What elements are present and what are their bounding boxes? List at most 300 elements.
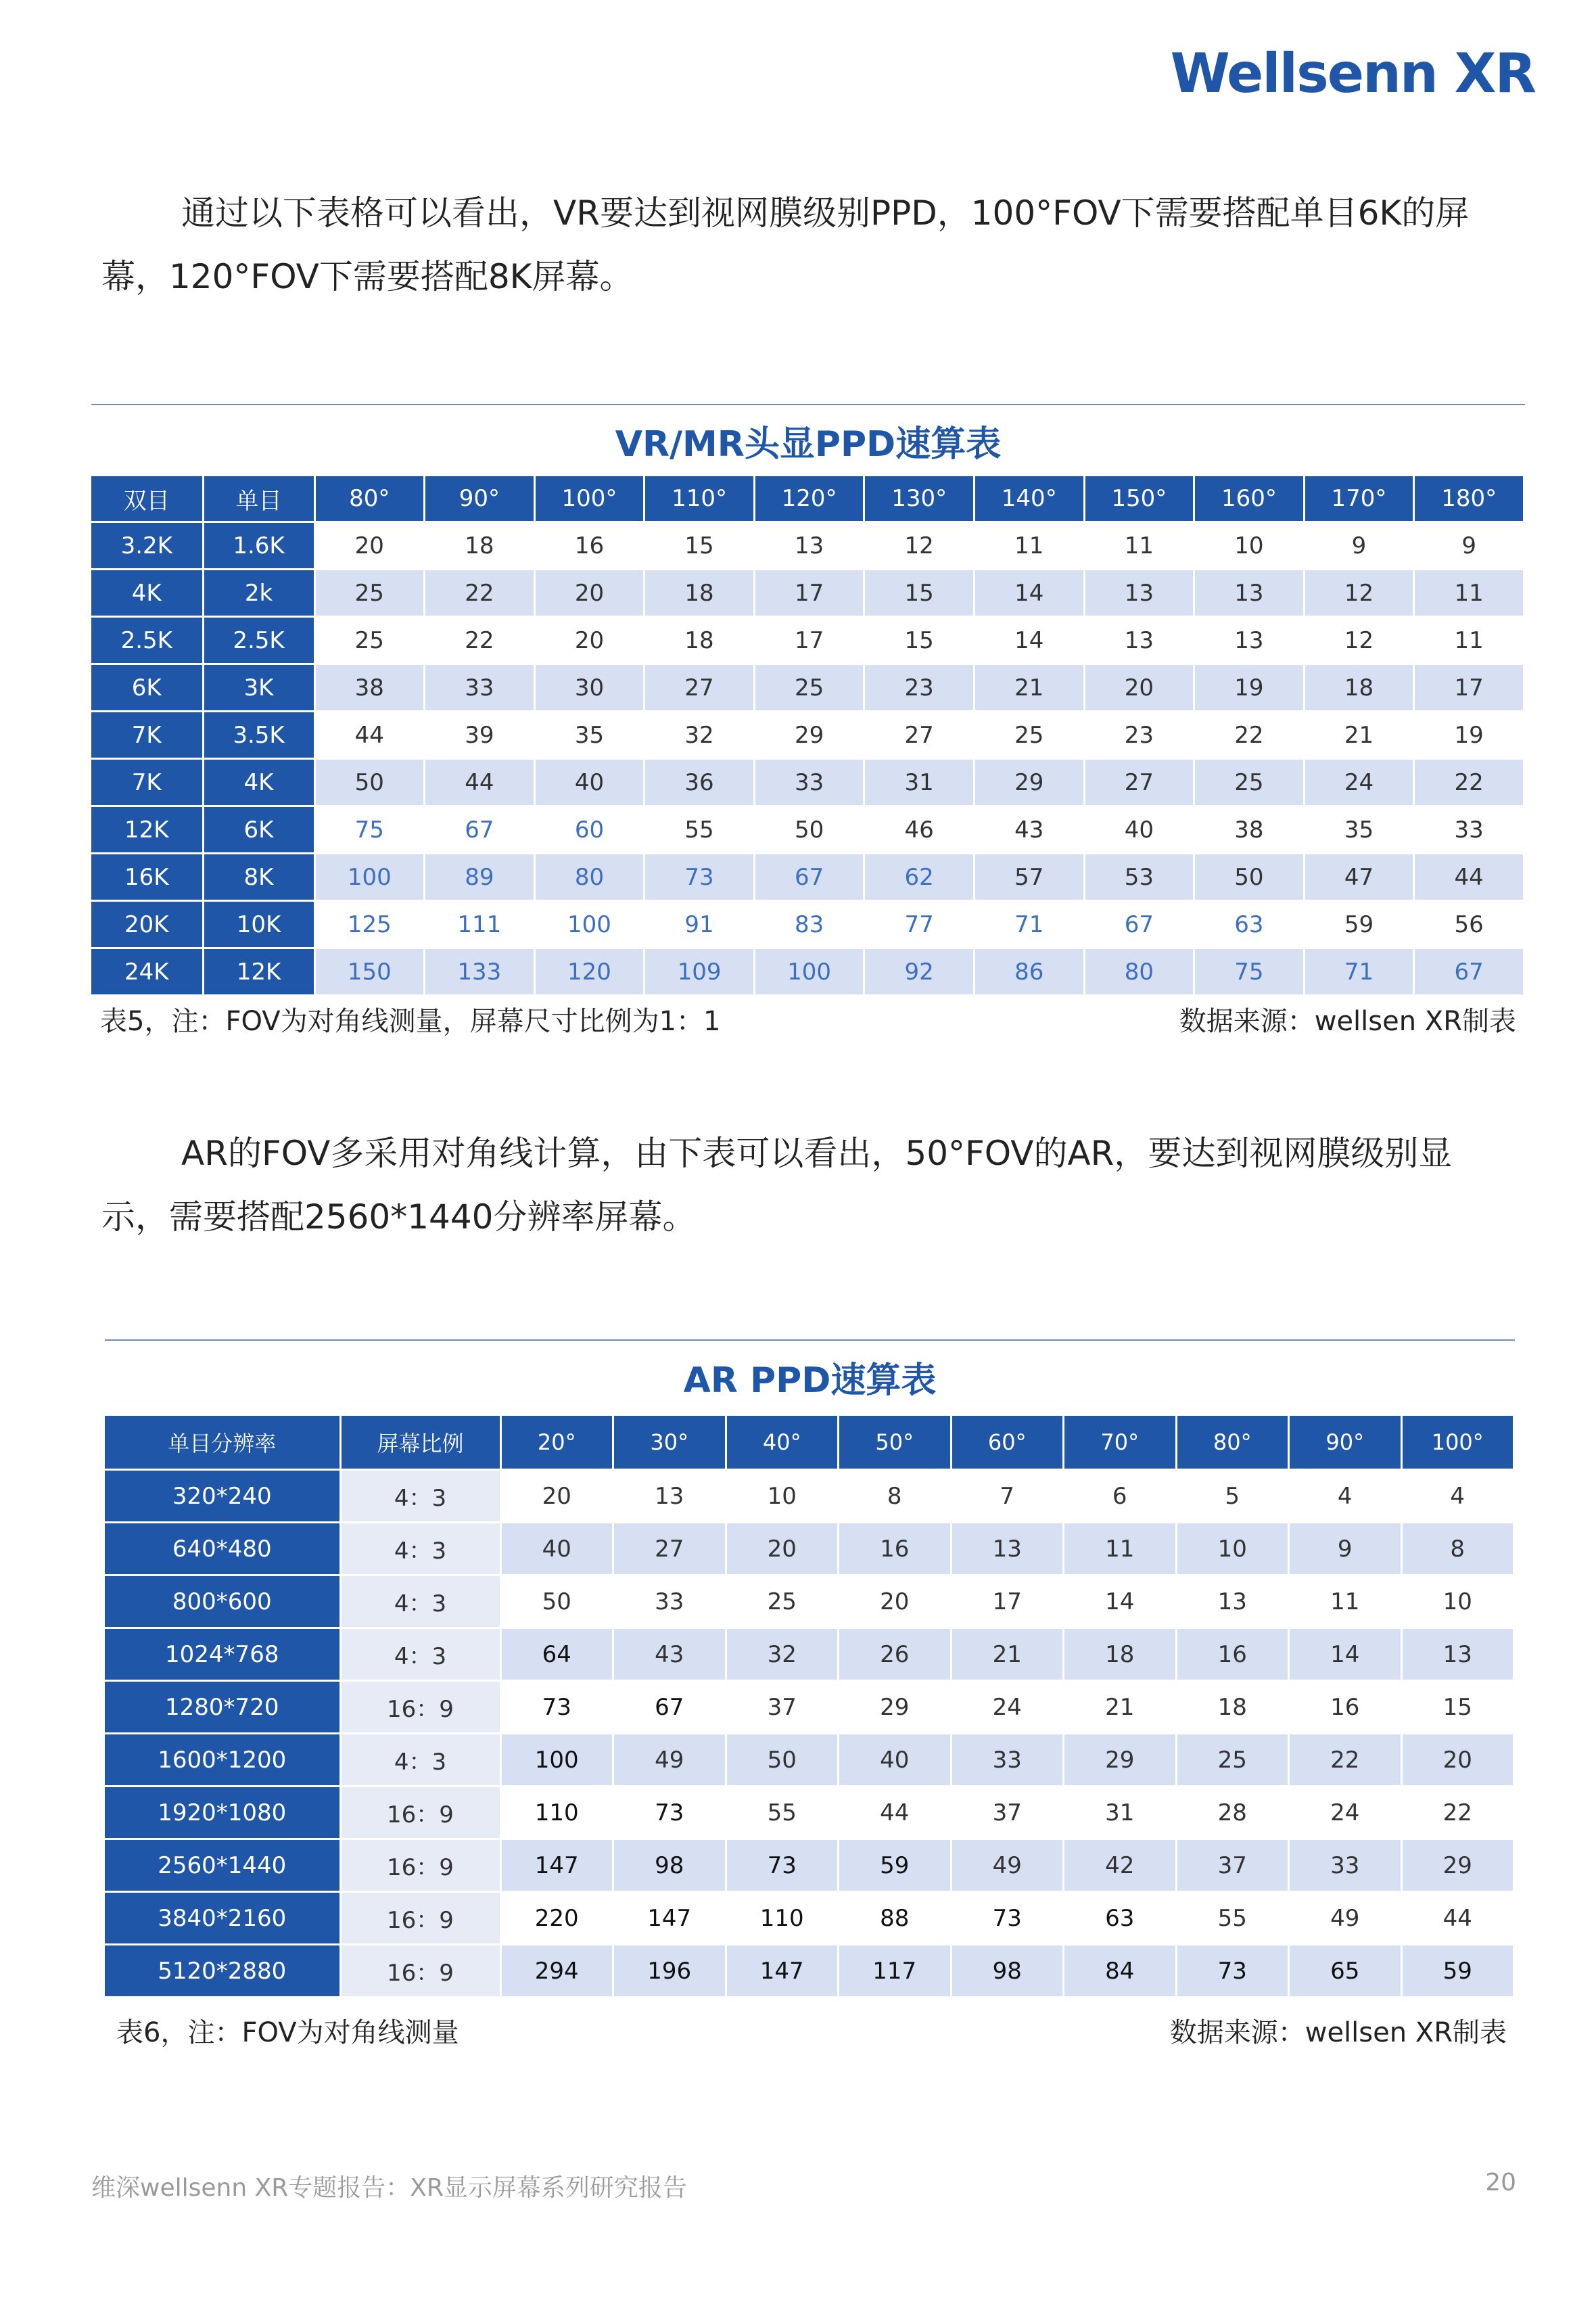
vr-table-row (91, 712, 1524, 759)
vr-ppd-cell: 9 (1414, 522, 1524, 570)
vr-ppd-cell: 55 (644, 806, 755, 854)
vr-ppd-cell: 11 (974, 522, 1084, 570)
vr-ppd-cell: 27 (1084, 759, 1194, 806)
vr-mono-cell: 4K (203, 759, 314, 806)
ar-header-cell: 100° (1401, 1416, 1514, 1470)
vr-ppd-cell: 29 (754, 712, 864, 759)
vr-ppd-cell: 15 (644, 522, 755, 570)
ar-header-cell: 70° (1064, 1416, 1177, 1470)
table6-source: 数据来源：wellsen XR制表 (1169, 2017, 1507, 2048)
ar-ratio-cell: 16：9 (340, 1839, 500, 1892)
ar-header-cell: 20° (500, 1416, 613, 1470)
vr-ppd-cell: 75 (314, 806, 425, 854)
vr-binocular-cell: 3.2K (91, 522, 203, 570)
vr-header-cell: 140° (974, 476, 1084, 522)
ar-resolution-cell: 320*240 (105, 1470, 340, 1523)
ar-ppd-cell: 4 (1289, 1470, 1402, 1523)
ar-ppd-cell: 9 (1289, 1523, 1402, 1575)
vr-ppd-cell: 19 (1194, 664, 1305, 712)
vr-ppd-cell: 12 (1304, 617, 1414, 664)
vr-header-cell: 单目 (203, 476, 314, 522)
vr-table-row (91, 617, 1524, 664)
ar-ppd-cell: 16 (1176, 1628, 1289, 1681)
vr-header-cell: 100° (534, 476, 644, 522)
vr-ppd-cell: 25 (974, 712, 1084, 759)
vr-ppd-cell: 18 (644, 617, 755, 664)
ar-ppd-cell: 20 (1401, 1734, 1514, 1787)
vr-ppd-cell: 27 (644, 664, 755, 712)
vr-ppd-cell: 91 (644, 901, 755, 948)
vr-ppd-cell: 40 (534, 759, 644, 806)
vr-ppd-cell: 25 (314, 570, 425, 617)
vr-table-row (91, 901, 1524, 948)
vr-ppd-cell: 11 (1414, 570, 1524, 617)
ar-ppd-cell: 88 (839, 1892, 952, 1945)
ar-ratio-cell: 4：3 (340, 1628, 500, 1681)
ar-ppd-cell: 22 (1401, 1787, 1514, 1839)
ar-ppd-cell: 196 (613, 1945, 726, 1998)
vr-ppd-cell: 13 (754, 522, 864, 570)
vr-ppd-cell: 44 (1414, 854, 1524, 901)
ar-ppd-cell: 59 (1401, 1945, 1514, 1998)
vr-ppd-cell: 19 (1414, 712, 1524, 759)
ar-resolution-cell: 1920*1080 (105, 1787, 340, 1839)
vr-ppd-cell: 22 (425, 570, 535, 617)
vr-ppd-cell: 17 (1414, 664, 1524, 712)
vr-ppd-cell: 63 (1194, 901, 1305, 948)
ar-ppd-cell: 63 (1064, 1892, 1177, 1945)
vr-ppd-cell: 60 (534, 806, 644, 854)
ar-ppd-cell: 37 (951, 1787, 1064, 1839)
ar-ppd-cell: 110 (500, 1787, 613, 1839)
vr-ppd-cell: 18 (425, 522, 535, 570)
ar-ratio-cell: 4：3 (340, 1470, 500, 1523)
vr-header-cell: 80° (314, 476, 425, 522)
ar-resolution-cell: 3840*2160 (105, 1892, 340, 1945)
ar-ppd-cell: 28 (1176, 1787, 1289, 1839)
vr-ppd-cell: 111 (425, 901, 535, 948)
vr-ppd-cell: 17 (754, 570, 864, 617)
vr-ppd-cell: 53 (1084, 854, 1194, 901)
vr-binocular-cell: 7K (91, 712, 203, 759)
vr-ppd-cell: 86 (974, 948, 1084, 996)
ar-ppd-cell: 29 (839, 1681, 952, 1734)
ar-ppd-cell: 147 (500, 1839, 613, 1892)
vr-ppd-cell: 43 (974, 806, 1084, 854)
table5-source: 数据来源：wellsen XR制表 (1179, 1006, 1516, 1037)
ar-ppd-cell: 24 (1289, 1787, 1402, 1839)
ar-resolution-cell: 640*480 (105, 1523, 340, 1575)
vr-ppd-cell: 27 (864, 712, 975, 759)
vr-ppd-cell: 13 (1084, 570, 1194, 617)
vr-ppd-cell: 21 (974, 664, 1084, 712)
ar-ppd-cell: 59 (839, 1839, 952, 1892)
table6-note: 表6，注：FOV为对角线测量 (116, 2017, 459, 2048)
vr-ppd-cell: 15 (864, 617, 975, 664)
ar-ppd-cell: 10 (1401, 1575, 1514, 1628)
ar-ppd-cell: 20 (839, 1575, 952, 1628)
ar-resolution-cell: 1280*720 (105, 1681, 340, 1734)
vr-table-row (91, 854, 1524, 901)
ar-table-row (105, 1787, 1514, 1839)
vr-ppd-cell: 120 (534, 948, 644, 996)
vr-ppd-cell: 15 (864, 570, 975, 617)
vr-ppd-cell: 71 (974, 901, 1084, 948)
ar-ppd-cell: 33 (1289, 1839, 1402, 1892)
vr-ppd-cell: 18 (1304, 664, 1414, 712)
vr-ppd-cell: 50 (754, 806, 864, 854)
vr-ppd-cell: 22 (1414, 759, 1524, 806)
vr-table-row (91, 570, 1524, 617)
vr-ppd-cell: 83 (754, 901, 864, 948)
vr-table-row (91, 948, 1524, 996)
vr-ppd-cell: 73 (644, 854, 755, 901)
ar-ppd-cell: 84 (1064, 1945, 1177, 1998)
ar-header-cell: 60° (951, 1416, 1064, 1470)
ar-ppd-cell: 21 (951, 1628, 1064, 1681)
vr-ppd-cell: 56 (1414, 901, 1524, 948)
ar-ppd-cell: 33 (613, 1575, 726, 1628)
intro-paragraph-ar: AR的FOV多采用对角线计算，由下表可以看出，50°FOV的AR，要达到视网膜级别显示，需要搭配2560*1440分辨率屏幕。 (101, 1134, 1453, 1237)
ar-ppd-cell: 220 (500, 1892, 613, 1945)
ar-ppd-cell: 29 (1064, 1734, 1177, 1787)
ar-ppd-cell: 18 (1176, 1681, 1289, 1734)
ar-header-cell: 40° (726, 1416, 839, 1470)
vr-ppd-cell: 20 (314, 522, 425, 570)
vr-ppd-cell: 36 (644, 759, 755, 806)
ar-ppd-cell: 11 (1064, 1523, 1177, 1575)
vr-mono-cell: 2k (203, 570, 314, 617)
ar-ppd-cell: 14 (1064, 1575, 1177, 1628)
vr-header-cell: 110° (644, 476, 755, 522)
vr-ppd-cell: 30 (534, 664, 644, 712)
vr-ppd-cell: 38 (1194, 806, 1305, 854)
ar-ppd-cell: 64 (500, 1628, 613, 1681)
vr-ppd-cell: 38 (314, 664, 425, 712)
vr-ppd-table (91, 476, 1525, 996)
vr-ppd-cell: 80 (534, 854, 644, 901)
vr-ppd-cell: 50 (1194, 854, 1305, 901)
ar-ppd-cell: 15 (1401, 1681, 1514, 1734)
ar-ppd-cell: 73 (613, 1787, 726, 1839)
ar-table-row (105, 1945, 1514, 1998)
vr-ppd-cell: 89 (425, 854, 535, 901)
vr-ppd-cell: 133 (425, 948, 535, 996)
table6-top-rule (105, 1339, 1515, 1341)
ar-header-cell: 90° (1289, 1416, 1402, 1470)
ar-header-cell: 30° (613, 1416, 726, 1470)
vr-ppd-cell: 20 (1084, 664, 1194, 712)
ar-ppd-cell: 49 (613, 1734, 726, 1787)
vr-ppd-cell: 100 (314, 854, 425, 901)
ar-ppd-cell: 32 (726, 1628, 839, 1681)
vr-ppd-cell: 25 (754, 664, 864, 712)
vr-mono-cell: 8K (203, 854, 314, 901)
ar-ppd-cell: 22 (1289, 1734, 1402, 1787)
vr-ppd-cell: 22 (1194, 712, 1305, 759)
ar-ppd-cell: 117 (839, 1945, 952, 1998)
vr-ppd-cell: 13 (1084, 617, 1194, 664)
ar-ppd-cell: 16 (839, 1523, 952, 1575)
ar-resolution-cell: 1600*1200 (105, 1734, 340, 1787)
ar-ppd-cell: 5 (1176, 1470, 1289, 1523)
vr-ppd-cell: 14 (974, 570, 1084, 617)
ar-resolution-cell: 800*600 (105, 1575, 340, 1628)
vr-ppd-cell: 44 (425, 759, 535, 806)
vr-ppd-cell: 33 (425, 664, 535, 712)
ar-ppd-cell: 73 (951, 1892, 1064, 1945)
vr-ppd-cell: 62 (864, 854, 975, 901)
ar-ppd-cell: 10 (1176, 1523, 1289, 1575)
ar-ratio-cell: 16：9 (340, 1945, 500, 1998)
ar-ppd-cell: 27 (613, 1523, 726, 1575)
vr-table-row (91, 664, 1524, 712)
vr-ppd-cell: 21 (1304, 712, 1414, 759)
vr-ppd-cell: 20 (534, 617, 644, 664)
vr-ppd-cell: 13 (1194, 617, 1305, 664)
intro-paragraph-vr: 通过以下表格可以看出，VR要达到视网膜级别PPD，100°FOV下需要搭配单目6K的屏幕，120°FOV下需要搭配8K屏幕。 (101, 193, 1470, 296)
vr-ppd-cell: 67 (1414, 948, 1524, 996)
ar-table-header-row (105, 1416, 1514, 1470)
wellsenn-xr-logo: Wellsenn XR (1170, 42, 1535, 105)
vr-header-cell: 170° (1304, 476, 1414, 522)
ar-ppd-cell: 100 (500, 1734, 613, 1787)
ar-ppd-cell: 55 (1176, 1892, 1289, 1945)
ar-ppd-cell: 13 (951, 1523, 1064, 1575)
vr-mono-cell: 3K (203, 664, 314, 712)
table5-title: VR/MR头显PPD速算表 (615, 424, 1002, 465)
vr-ppd-cell: 50 (314, 759, 425, 806)
ar-ppd-cell: 42 (1064, 1839, 1177, 1892)
vr-ppd-cell: 31 (864, 759, 975, 806)
ar-table-row (105, 1734, 1514, 1787)
vr-ppd-cell: 67 (1084, 901, 1194, 948)
page-number: 20 (1485, 2169, 1516, 2196)
ar-header-cell: 屏幕比例 (340, 1416, 500, 1470)
ar-ppd-cell: 18 (1064, 1628, 1177, 1681)
table6-title: AR PPD速算表 (683, 1360, 937, 1401)
vr-ppd-cell: 39 (425, 712, 535, 759)
vr-ppd-cell: 11 (1084, 522, 1194, 570)
ar-ratio-cell: 4：3 (340, 1734, 500, 1787)
ar-ppd-cell: 73 (500, 1681, 613, 1734)
ar-ppd-cell: 21 (1064, 1681, 1177, 1734)
ar-header-cell: 80° (1176, 1416, 1289, 1470)
ar-ppd-cell: 4 (1401, 1470, 1514, 1523)
vr-header-cell: 180° (1414, 476, 1524, 522)
vr-ppd-cell: 59 (1304, 901, 1414, 948)
vr-ppd-cell: 23 (1084, 712, 1194, 759)
ar-ppd-cell: 50 (500, 1575, 613, 1628)
vr-ppd-cell: 67 (425, 806, 535, 854)
vr-mono-cell: 6K (203, 806, 314, 854)
ar-ratio-cell: 4：3 (340, 1575, 500, 1628)
vr-ppd-cell: 25 (314, 617, 425, 664)
vr-mono-cell: 10K (203, 901, 314, 948)
ar-resolution-cell: 1024*768 (105, 1628, 340, 1681)
ar-ppd-cell: 33 (951, 1734, 1064, 1787)
vr-ppd-cell: 46 (864, 806, 975, 854)
vr-ppd-cell: 125 (314, 901, 425, 948)
vr-header-cell: 双目 (91, 476, 203, 522)
ar-ppd-cell: 98 (951, 1945, 1064, 1998)
ar-ppd-cell: 73 (1176, 1945, 1289, 1998)
ar-ratio-cell: 16：9 (340, 1892, 500, 1945)
vr-binocular-cell: 4K (91, 570, 203, 617)
vr-binocular-cell: 12K (91, 806, 203, 854)
vr-ppd-cell: 12 (1304, 570, 1414, 617)
vr-binocular-cell: 20K (91, 901, 203, 948)
footer-report-title: 维深wellsenn XR专题报告：XR显示屏幕系列研究报告 (91, 2174, 687, 2202)
vr-ppd-cell: 44 (314, 712, 425, 759)
vr-ppd-cell: 12 (864, 522, 975, 570)
ar-resolution-cell: 2560*1440 (105, 1839, 340, 1892)
ar-ppd-cell: 7 (951, 1470, 1064, 1523)
ar-ppd-cell: 147 (726, 1945, 839, 1998)
ar-ppd-cell: 29 (1401, 1839, 1514, 1892)
vr-ppd-cell: 100 (754, 948, 864, 996)
ar-ppd-cell: 25 (726, 1575, 839, 1628)
vr-table-header-row (91, 476, 1524, 522)
vr-table-row (91, 759, 1524, 806)
ar-header-cell: 50° (839, 1416, 952, 1470)
ar-ppd-cell: 6 (1064, 1470, 1177, 1523)
ar-ppd-cell: 40 (500, 1523, 613, 1575)
ar-ppd-cell: 25 (1176, 1734, 1289, 1787)
ar-ppd-cell: 147 (613, 1892, 726, 1945)
vr-ppd-cell: 35 (1304, 806, 1414, 854)
vr-ppd-cell: 14 (974, 617, 1084, 664)
vr-table-row (91, 806, 1524, 854)
ar-resolution-cell: 5120*2880 (105, 1945, 340, 1998)
ar-table-row (105, 1470, 1514, 1523)
ar-ppd-cell: 10 (726, 1470, 839, 1523)
vr-ppd-cell: 40 (1084, 806, 1194, 854)
vr-ppd-cell: 57 (974, 854, 1084, 901)
vr-ppd-cell: 32 (644, 712, 755, 759)
ar-ppd-cell: 37 (726, 1681, 839, 1734)
ar-ppd-cell: 44 (839, 1787, 952, 1839)
ar-ppd-cell: 40 (839, 1734, 952, 1787)
ar-ppd-cell: 20 (500, 1470, 613, 1523)
ar-ppd-cell: 65 (1289, 1945, 1402, 1998)
ar-table-row (105, 1523, 1514, 1575)
vr-ppd-cell: 17 (754, 617, 864, 664)
vr-ppd-cell: 92 (864, 948, 975, 996)
ar-ppd-cell: 24 (951, 1681, 1064, 1734)
ar-ppd-cell: 73 (726, 1839, 839, 1892)
vr-ppd-cell: 25 (1194, 759, 1305, 806)
vr-binocular-cell: 24K (91, 948, 203, 996)
ar-ppd-cell: 26 (839, 1628, 952, 1681)
vr-ppd-cell: 33 (754, 759, 864, 806)
vr-binocular-cell: 2.5K (91, 617, 203, 664)
ar-ppd-cell: 20 (726, 1523, 839, 1575)
vr-ppd-cell: 24 (1304, 759, 1414, 806)
vr-ppd-cell: 47 (1304, 854, 1414, 901)
ar-ppd-cell: 13 (1401, 1628, 1514, 1681)
vr-ppd-cell: 109 (644, 948, 755, 996)
ar-ppd-cell: 49 (951, 1839, 1064, 1892)
vr-ppd-cell: 67 (754, 854, 864, 901)
vr-mono-cell: 2.5K (203, 617, 314, 664)
vr-ppd-cell: 100 (534, 901, 644, 948)
ar-ppd-cell: 55 (726, 1787, 839, 1839)
ar-ppd-cell: 8 (1401, 1523, 1514, 1575)
ar-table-row (105, 1681, 1514, 1734)
ar-ppd-cell: 43 (613, 1628, 726, 1681)
vr-ppd-cell: 33 (1414, 806, 1524, 854)
vr-ppd-cell: 10 (1194, 522, 1305, 570)
vr-header-cell: 130° (864, 476, 975, 522)
ar-ppd-cell: 44 (1401, 1892, 1514, 1945)
vr-ppd-cell: 13 (1194, 570, 1305, 617)
ar-ppd-cell: 14 (1289, 1628, 1402, 1681)
vr-ppd-cell: 20 (534, 570, 644, 617)
table5-top-rule (91, 404, 1525, 405)
ar-table-row (105, 1575, 1514, 1628)
vr-ppd-cell: 18 (644, 570, 755, 617)
vr-header-cell: 160° (1194, 476, 1305, 522)
ar-ppd-cell: 110 (726, 1892, 839, 1945)
ar-table-row (105, 1892, 1514, 1945)
vr-ppd-cell: 29 (974, 759, 1084, 806)
ar-ppd-cell: 31 (1064, 1787, 1177, 1839)
vr-header-cell: 90° (425, 476, 535, 522)
vr-mono-cell: 3.5K (203, 712, 314, 759)
ar-ppd-cell: 17 (951, 1575, 1064, 1628)
vr-ppd-cell: 35 (534, 712, 644, 759)
vr-ppd-cell: 80 (1084, 948, 1194, 996)
vr-mono-cell: 1.6K (203, 522, 314, 570)
ar-ppd-cell: 50 (726, 1734, 839, 1787)
ar-ppd-cell: 98 (613, 1839, 726, 1892)
ar-ratio-cell: 16：9 (340, 1787, 500, 1839)
vr-header-cell: 150° (1084, 476, 1194, 522)
vr-ppd-cell: 11 (1414, 617, 1524, 664)
vr-table-row (91, 522, 1524, 570)
vr-ppd-cell: 77 (864, 901, 975, 948)
ar-table-row (105, 1628, 1514, 1681)
vr-ppd-cell: 16 (534, 522, 644, 570)
vr-ppd-cell: 23 (864, 664, 975, 712)
vr-binocular-cell: 16K (91, 854, 203, 901)
vr-ppd-cell: 9 (1304, 522, 1414, 570)
ar-ppd-cell: 16 (1289, 1681, 1402, 1734)
vr-mono-cell: 12K (203, 948, 314, 996)
ar-ppd-cell: 294 (500, 1945, 613, 1998)
table5-note: 表5，注：FOV为对角线测量，屏幕尺寸比例为1：1 (100, 1006, 721, 1037)
ar-header-cell: 单目分辨率 (105, 1416, 340, 1470)
ar-ppd-cell: 67 (613, 1681, 726, 1734)
ar-ppd-cell: 13 (1176, 1575, 1289, 1628)
ar-ppd-cell: 13 (613, 1470, 726, 1523)
vr-ppd-cell: 22 (425, 617, 535, 664)
vr-ppd-cell: 150 (314, 948, 425, 996)
ar-ratio-cell: 4：3 (340, 1523, 500, 1575)
vr-header-cell: 120° (754, 476, 864, 522)
ar-ppd-table (105, 1416, 1515, 1998)
vr-ppd-cell: 71 (1304, 948, 1414, 996)
ar-ratio-cell: 16：9 (340, 1681, 500, 1734)
ar-ppd-cell: 8 (839, 1470, 952, 1523)
vr-binocular-cell: 6K (91, 664, 203, 712)
vr-ppd-cell: 75 (1194, 948, 1305, 996)
ar-ppd-cell: 37 (1176, 1839, 1289, 1892)
ar-ppd-cell: 49 (1289, 1892, 1402, 1945)
ar-ppd-cell: 11 (1289, 1575, 1402, 1628)
vr-binocular-cell: 7K (91, 759, 203, 806)
